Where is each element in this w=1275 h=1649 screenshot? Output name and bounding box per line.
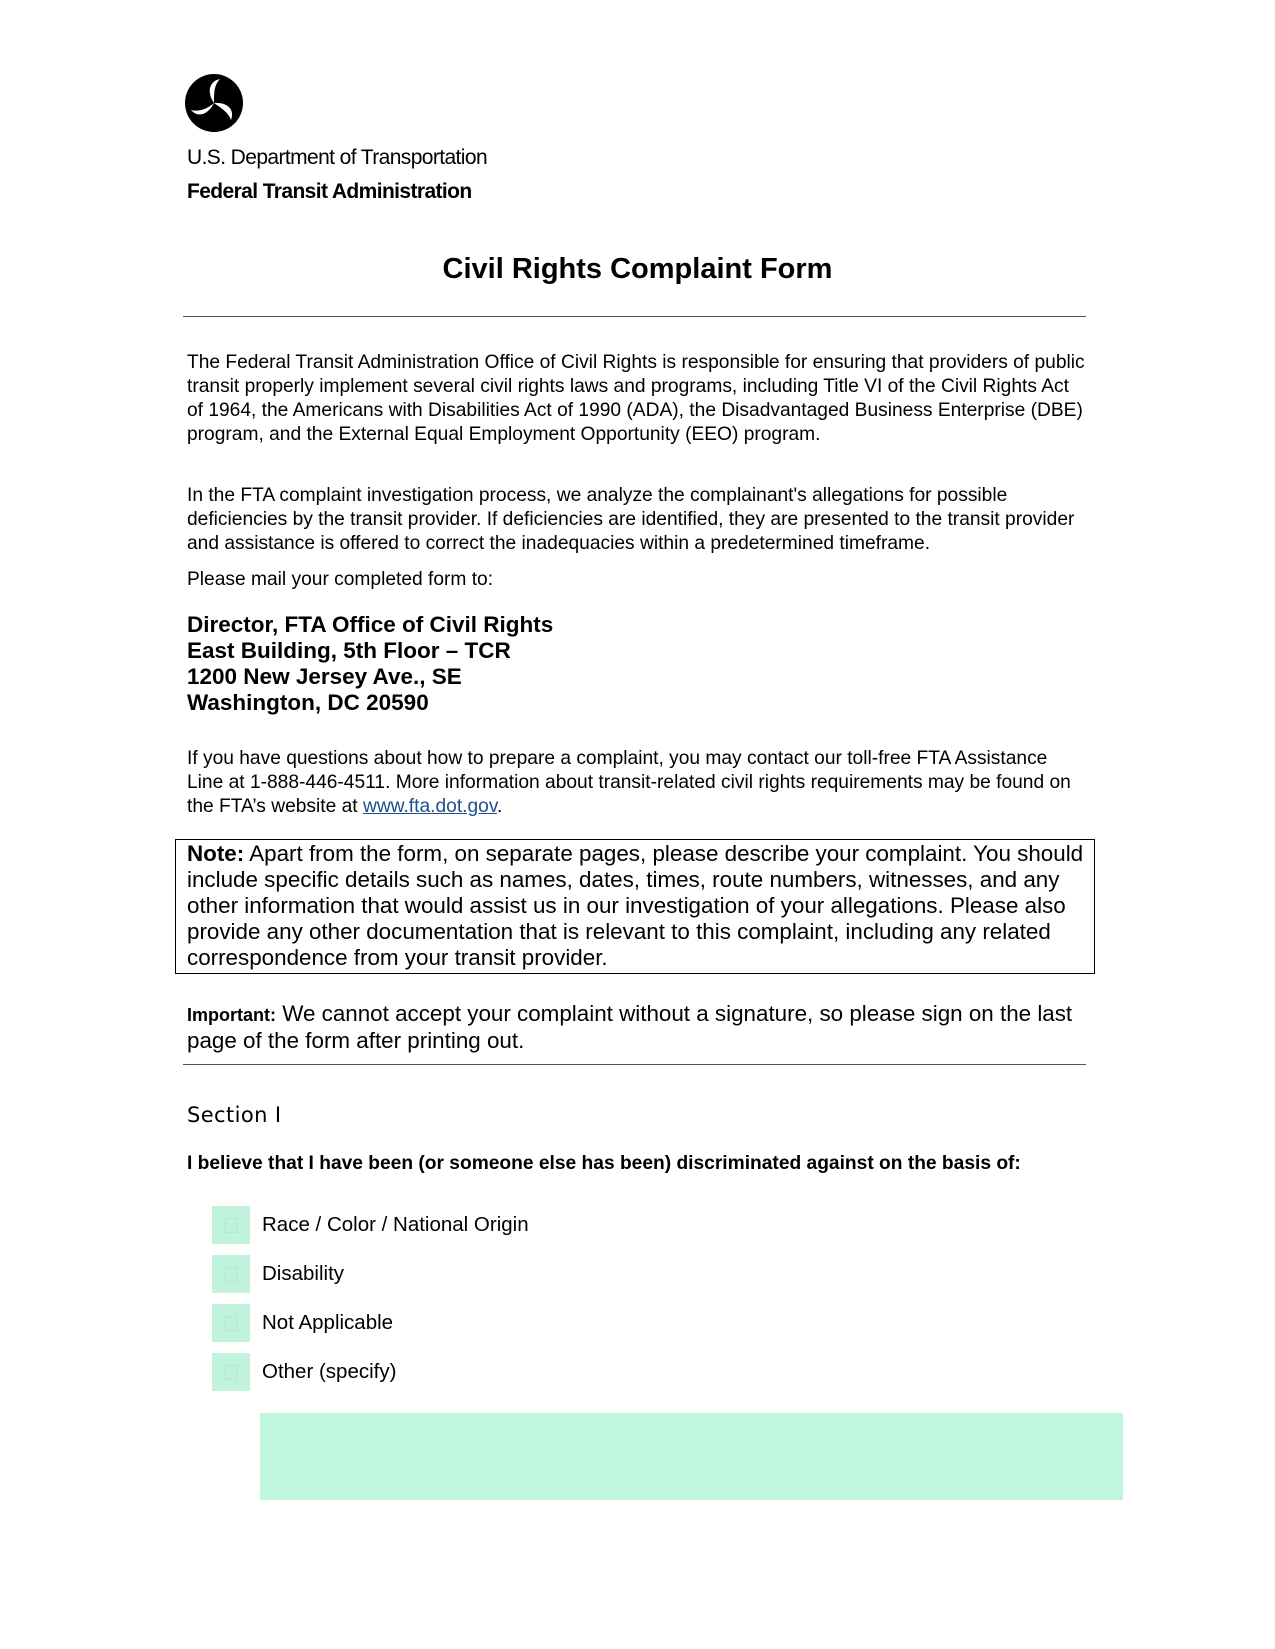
checkbox-glyph-icon — [225, 1316, 237, 1331]
option-disability — [212, 1255, 344, 1293]
mailing-address — [187, 612, 553, 716]
intro-paragraph-2: In the FTA complaint investigation process, we analyze the complainant's allegations for possible deficiencies by the transit provider. If deficiencies are identified, they are presented to the transit provider and assistance is offered to correct the inadequacies within a predetermined timeframe. — [187, 485, 1075, 554]
other-specify-input[interactable] — [260, 1413, 1123, 1500]
contact-paragraph — [187, 747, 1087, 819]
address-line-3: 1200 New Jersey Ave., SE — [187, 664, 462, 689]
option-not-applicable — [212, 1304, 393, 1342]
checkbox-glyph-icon — [225, 1365, 237, 1380]
option-label: Race / Color / National Origin — [262, 1213, 529, 1236]
address-line-1: Director, FTA Office of Civil Rights — [187, 612, 554, 637]
important-label: Important: — [187, 1005, 276, 1025]
important-text: We cannot accept your complaint without a signature, so please sign on the last page of the form after printing out. — [187, 1001, 1073, 1053]
checkbox-glyph-icon — [225, 1267, 237, 1282]
option-other — [212, 1353, 396, 1391]
option-race-color-national-origin — [212, 1206, 529, 1244]
agency-name-line-1: U.S. Department of Transportation — [187, 146, 488, 169]
contact-text-end: . — [497, 796, 503, 817]
discrimination-question: I believe that I have been (or someone else has been) discriminated against on the basis of: — [187, 1153, 1021, 1174]
section-heading: Section I — [187, 1103, 282, 1127]
disability-checkbox[interactable] — [212, 1255, 250, 1293]
note-box — [175, 839, 1095, 974]
intro-paragraph-1: The Federal Transit Administration Office of Civil Rights is responsible for ensuring that providers of public transit properly implement several civil rights laws and programs, including Title VI of the Civil Rights Act of 1964, the Americans with Disabilities Act of 1990 (ADA), the Disadvantaged Business Enterprise (DBE) program, and the External Equal Employment Opportunity (EEO) program. — [187, 352, 1085, 445]
mail-instruction: Please mail your completed form to: — [187, 569, 494, 590]
page-title: Civil Rights Complaint Form — [442, 253, 833, 285]
option-label: Other (specify) — [262, 1360, 397, 1383]
note-label: Note: — [187, 841, 245, 866]
note-text: Apart from the form, on separate pages, please describe your complaint. You should include specific details such as names, dates, times, route numbers, witnesses, and any other information that would assist us in our investigation of your allegations. Please also provide any other documentation that is relevant to this complaint, including any related correspondence from your transit provider. — [187, 841, 1084, 970]
race-color-national-origin-checkbox[interactable] — [212, 1206, 250, 1244]
not-applicable-checkbox[interactable] — [212, 1304, 250, 1342]
checkbox-glyph-icon — [225, 1218, 237, 1233]
contact-text: If you have questions about how to prepare a complaint, you may contact our toll-free FTA Assistance Line at 1-888-446-4511. More information about transit-related civil rights requirements may be found on the FTA’s website at — [187, 748, 1071, 817]
address-line-4: Washington, DC 20590 — [187, 690, 429, 715]
option-label: Not Applicable — [262, 1311, 394, 1334]
dot-logo-icon — [184, 73, 244, 133]
other-checkbox[interactable] — [212, 1353, 250, 1391]
fta-website-link[interactable]: www.fta.dot.gov — [362, 796, 497, 817]
important-notice — [187, 1001, 1087, 1054]
option-label: Disability — [262, 1262, 345, 1285]
divider-section — [183, 1064, 1086, 1065]
address-line-2: East Building, 5th Floor – TCR — [187, 638, 511, 663]
agency-name-line-2: Federal Transit Administration — [187, 180, 472, 203]
divider-top — [183, 316, 1086, 317]
